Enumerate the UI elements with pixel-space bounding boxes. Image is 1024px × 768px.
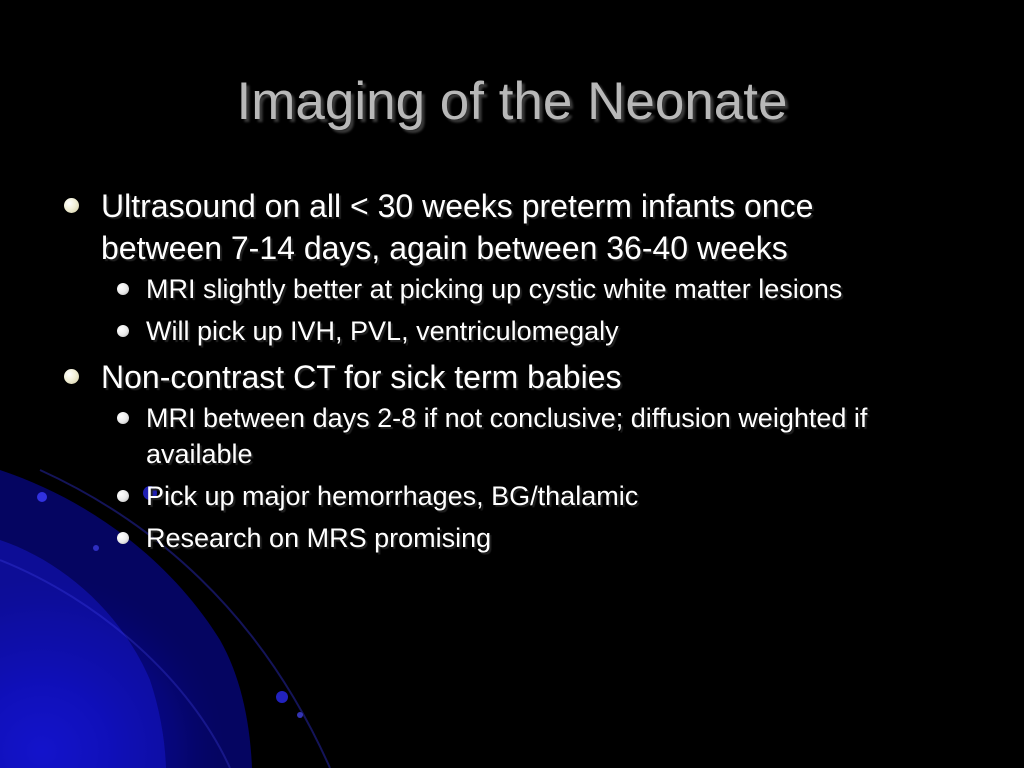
sub-bullet-text: MRI between days 2-8 if not conclusive; diffusion weighted if available: [146, 403, 868, 469]
bullet-dot-icon: [64, 198, 79, 213]
bullet-dot-icon: [117, 283, 129, 295]
sub-bullet-item: [146, 478, 936, 514]
bullet-dot-icon: [117, 490, 129, 502]
bullet-dot-icon: [117, 532, 129, 544]
sub-bullet-text: MRI slightly better at picking up cystic white matter lesions: [146, 274, 843, 304]
bullet-dot-icon: [64, 369, 79, 384]
bullet-list: [0, 185, 1024, 556]
sub-bullet-item: [146, 271, 936, 307]
bullet-dot-icon: [117, 412, 129, 424]
bullet-text: Non-contrast CT for sick term babies: [101, 359, 622, 395]
bullet-item: [101, 356, 941, 398]
sub-bullet-item: [146, 400, 936, 472]
bullet-dot-icon: [117, 325, 129, 337]
sub-bullet-item: [146, 520, 936, 556]
sub-bullet-text: Research on MRS promising: [146, 523, 492, 553]
bullet-item: [101, 185, 941, 269]
sub-bullet-text: Pick up major hemorrhages, BG/thalamic: [146, 481, 639, 511]
slide-title: Imaging of the Neonate: [236, 72, 788, 131]
sub-bullet-item: [146, 313, 936, 349]
bullet-text: Ultrasound on all < 30 weeks preterm infants once between 7-14 days, again between 36-40 weeks: [101, 188, 814, 266]
sub-bullet-text: Will pick up IVH, PVL, ventriculomegaly: [146, 316, 619, 346]
